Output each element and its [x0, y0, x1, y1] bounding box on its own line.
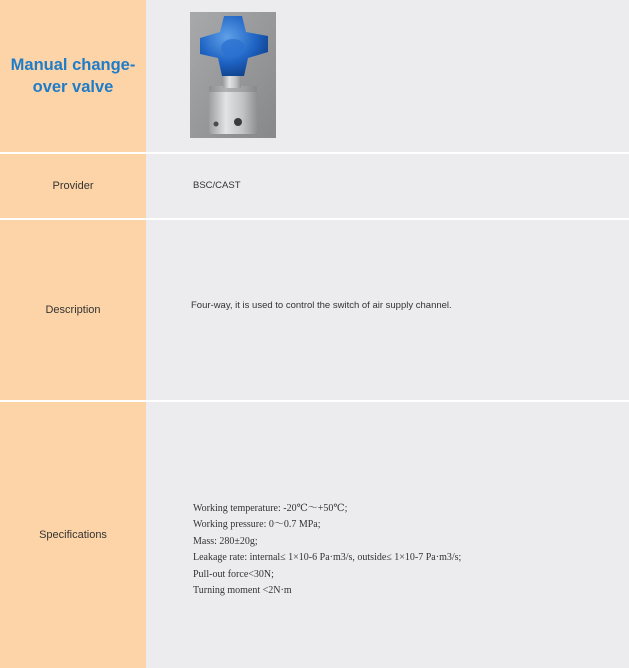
- specifications-cell: [146, 402, 629, 668]
- spec-line: Working temperature: -20℃～+50℃;: [193, 503, 348, 514]
- image-cell: [146, 0, 629, 152]
- product-photo: [190, 12, 276, 138]
- title-cell: [0, 0, 146, 152]
- specifications-list: [193, 501, 461, 599]
- row-provider: [0, 154, 629, 218]
- spec-line: Pull-out force<30N;: [193, 568, 274, 580]
- product-title: Manual change-over valve: [10, 56, 136, 96]
- spec-line: Turning moment <2N·m: [193, 585, 292, 597]
- description-value: Four-way, it is used to control the switch of air supply channel.: [191, 300, 452, 311]
- provider-value: BSC/CAST: [193, 180, 241, 191]
- provider-cell: [146, 154, 629, 218]
- provider-label: Provider: [0, 154, 146, 218]
- description-cell: [146, 220, 629, 400]
- row-specifications: [0, 402, 629, 668]
- row-description: [0, 220, 629, 400]
- spec-line: Leakage rate: internal≤ 1×10-6 Pa·m3/s, outside≤ 1×10-7 Pa·m3/s;: [193, 552, 462, 564]
- description-label: Description: [0, 220, 146, 400]
- spec-line: Working pressure: 0～0.7 MPa;: [193, 519, 321, 531]
- valve-image-icon: [190, 12, 276, 138]
- specifications-label: Specifications: [0, 402, 146, 668]
- row-title: [0, 0, 629, 152]
- spec-line: Mass: 280±20g;: [193, 535, 258, 547]
